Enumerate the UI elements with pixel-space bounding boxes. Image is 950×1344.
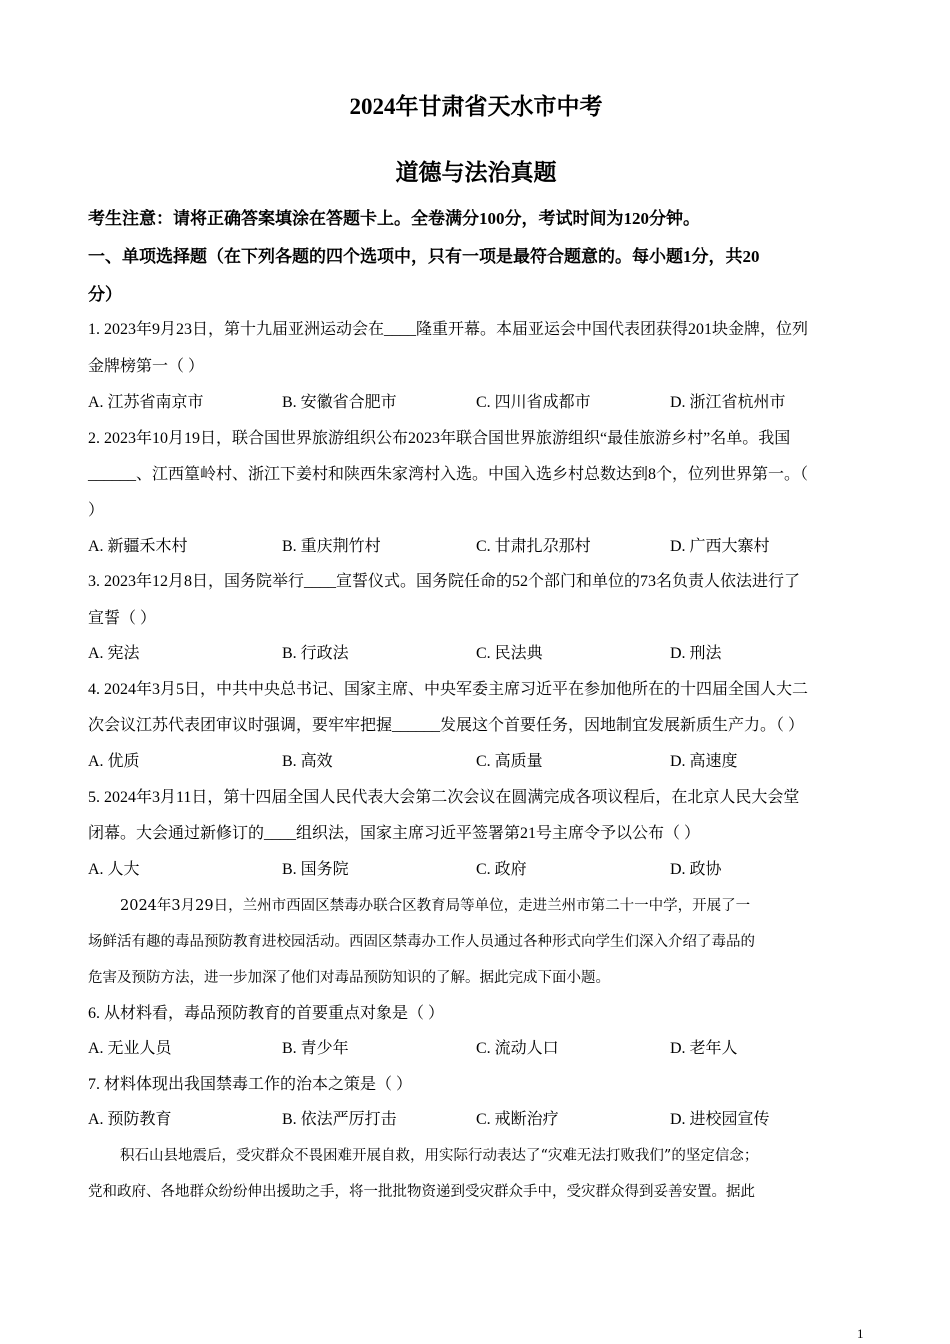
option-c: C. 四川省成都市 xyxy=(476,394,591,411)
question-6-stem: 6. 从材料看，毒品预防教育的首要重点对象是（ ） xyxy=(88,1005,445,1022)
question-7-options xyxy=(88,1108,864,1132)
option-d: D. 高速度 xyxy=(670,753,738,770)
question-4-stem: 次会议江苏代表团审议时强调，要牢牢把握______发展这个首要任务，因地制宜发展新质生产力。（ ） xyxy=(88,717,805,734)
option-a: A. 宪法 xyxy=(88,645,140,662)
option-c: C. 甘肃扎尕那村 xyxy=(476,538,591,555)
question-2-options xyxy=(88,535,864,559)
option-b: B. 青少年 xyxy=(282,1040,349,1057)
notice: 考生注意：请将正确答案填涂在答题卡上。全卷满分100分，考试时间为120分钟。 xyxy=(88,209,700,228)
question-2-stem: ） xyxy=(88,502,105,519)
material-paragraph: 积石山县地震后，受灾群众不畏困难开展自救，用实际行动表达了“灾难无法打败我们”的坚定信念； xyxy=(120,1148,759,1164)
question-6-options xyxy=(88,1037,864,1061)
material-paragraph: 党和政府、各地群众纷纷伸出援助之手，将一批批物资递到受灾群众手中，受灾群众得到妥善安置。据此 xyxy=(88,1184,755,1200)
question-5-stem: 闭幕。大会通过新修订的____组织法，国家主席习近平签署第21号主席令予以公布（ ） xyxy=(88,825,701,842)
material-paragraph: 场鲜活有趣的毒品预防教育进校园活动。西固区禁毒办工作人员通过各种形式向学生们深入介绍了毒品的 xyxy=(88,934,755,950)
option-d: D. 广西大寨村 xyxy=(670,538,770,555)
option-d: D. 进校园宣传 xyxy=(670,1111,770,1128)
option-c: C. 戒断治疗 xyxy=(476,1111,559,1128)
option-a: A. 无业人员 xyxy=(88,1040,172,1057)
section-heading: 一、单项选择题（在下列各题的四个选项中，只有一项是最符合题意的。每小题1分，共20 xyxy=(88,247,760,266)
option-b: B. 重庆荆竹村 xyxy=(282,538,381,555)
question-3-stem: 宣誓（ ） xyxy=(88,610,157,627)
question-3-options xyxy=(88,642,864,666)
material-paragraph: 危害及预防方法，进一步加深了他们对毒品预防知识的了解。据此完成下面小题。 xyxy=(88,970,610,986)
exam-title: 2024年甘肃省天水市中考 xyxy=(349,94,603,119)
question-1-options xyxy=(88,391,864,415)
material-paragraph: 2024年3月29日，兰州市西固区禁毒办联合区教育局等单位，走进兰州市第二十一中学，开展了一 xyxy=(120,898,751,914)
question-4-stem: 4. 2024年3月5日，中共中央总书记、国家主席、中央军委主席习近平在参加他所在的十四届全国人大二 xyxy=(88,681,809,698)
question-1-stem: 1. 2023年9月23日，第十九届亚洲运动会在____隆重开幕。本届亚运会中国代表团获得201块金牌，位列 xyxy=(88,321,809,338)
option-c: C. 流动人口 xyxy=(476,1040,559,1057)
option-b: B. 国务院 xyxy=(282,861,349,878)
question-1-stem: 金牌榜第一（ ） xyxy=(88,358,205,375)
question-5-options xyxy=(88,858,864,882)
exam-subtitle: 道德与法治真题 xyxy=(395,160,557,185)
option-a: A. 优质 xyxy=(88,753,140,770)
option-c: C. 民法典 xyxy=(476,645,543,662)
question-7-stem: 7. 材料体现出我国禁毒工作的治本之策是（ ） xyxy=(88,1076,413,1093)
option-d: D. 浙江省杭州市 xyxy=(670,394,786,411)
option-b: B. 安徽省合肥市 xyxy=(282,394,397,411)
option-a: A. 人大 xyxy=(88,861,140,878)
section-heading-cont: 分） xyxy=(88,285,122,304)
option-d: D. 政协 xyxy=(670,861,722,878)
option-b: B. 高效 xyxy=(282,753,333,770)
option-b: B. 依法严厉打击 xyxy=(282,1111,397,1128)
question-4-options xyxy=(88,750,864,774)
question-2-stem: 2. 2023年10月19日，联合国世界旅游组织公布2023年联合国世界旅游组织“最佳旅游乡村”名单。我国 xyxy=(88,430,791,447)
page-number: 1 xyxy=(857,1326,864,1341)
option-d: D. 刑法 xyxy=(670,645,722,662)
option-a: A. 新疆禾木村 xyxy=(88,538,188,555)
question-5-stem: 5. 2024年3月11日，第十四届全国人民代表大会第二次会议在圆满完成各项议程后，在北京人民大会堂 xyxy=(88,789,800,806)
option-a: A. 预防教育 xyxy=(88,1111,172,1128)
option-d: D. 老年人 xyxy=(670,1040,738,1057)
option-c: C. 政府 xyxy=(476,861,527,878)
option-c: C. 高质量 xyxy=(476,753,543,770)
option-b: B. 行政法 xyxy=(282,645,349,662)
question-2-stem: ______、江西篁岭村、浙江下姜村和陕西朱家湾村入选。中国入选乡村总数达到8个，位列世界第一。（ xyxy=(88,466,809,483)
question-3-stem: 3. 2023年12月8日，国务院举行____宣誓仪式。国务院任命的52个部门和单位的73名负责人依法进行了 xyxy=(88,573,801,590)
option-a: A. 江苏省南京市 xyxy=(88,394,204,411)
